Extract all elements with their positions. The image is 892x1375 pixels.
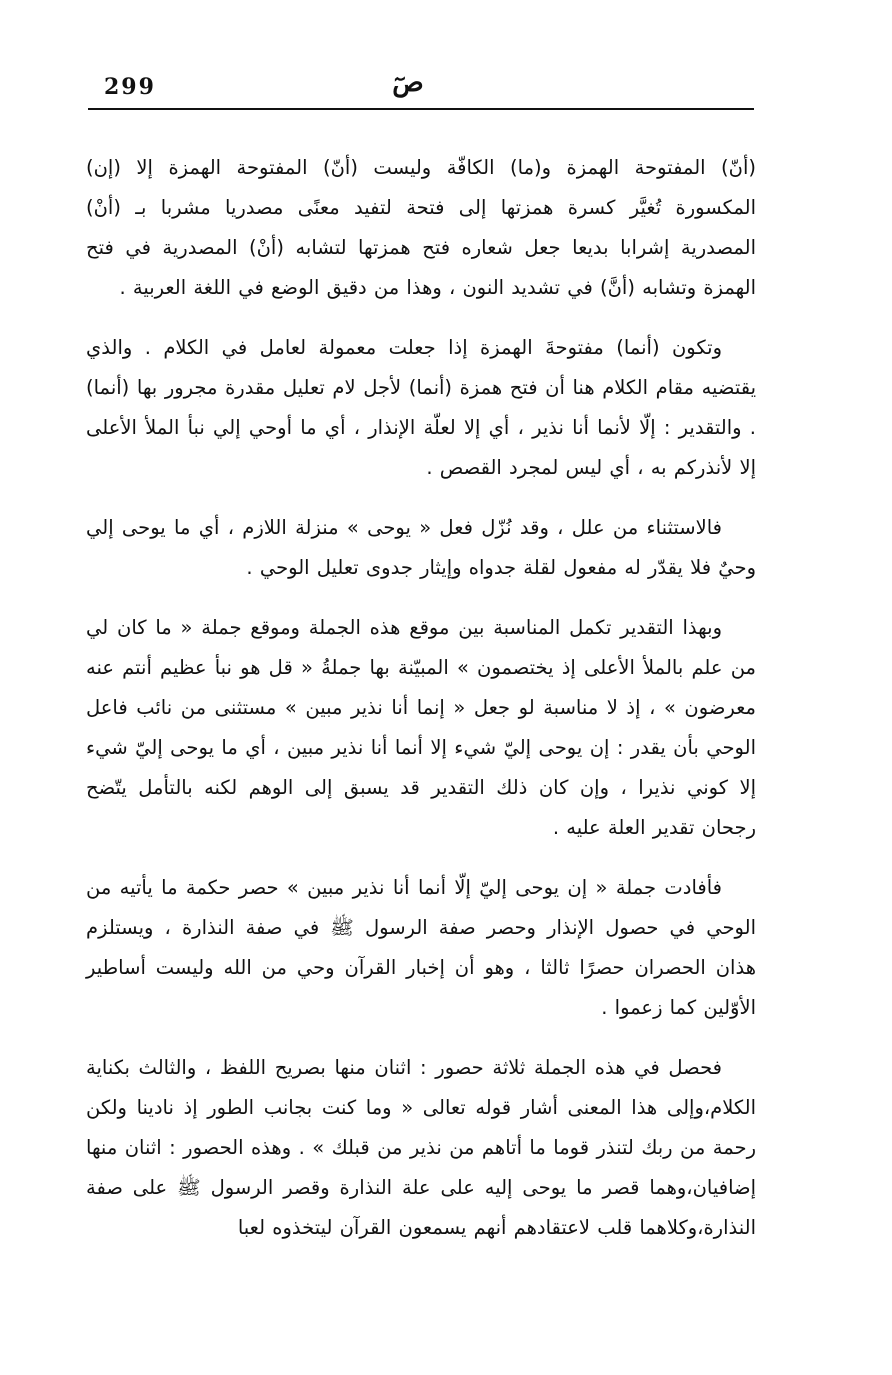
page-number: 299 (104, 74, 156, 100)
paragraph-3: فالاستثناء من علل ، وقد نُزّل فعل « يوحى » منزلة اللازم ، أي ما يوحى إلي وحيٌ فلا يقدّر له مفعول لقلة جدواه وإيثار جدوى تعليل الوحي . (86, 516, 756, 579)
paragraph-4: وبهذا التقدير تكمل المناسبة بين موقع هذه الجملة وموقع جملة « ما كان لي من علم بالملأ الأعلى إذ يختصمون » المبيّنة بها جملةُ « قل هو نبأ عظيم أنتم عنه معرضون » ، إذ لا مناسبة لو جعل « إنما أنا نذير مبين » مستثنى من نائب فاعل الوحي بأن يقدر : إن يوحى إليّ شيء إلا أنما أنا نذير مبين ، أي ما يوحى إليّ شيء إلا كوني نذيرا ، وإن كان ذلك التقدير قد يسبق إلى الوهم لكنه بالتأمل يتّضح رجحان تقدير العلة عليه . (86, 616, 756, 839)
paragraph-2: وتكون (أنما) مفتوحةَ الهمزة إذا جعلت معمولة لعامل في الكلام . والذي يقتضيه مقام الكلام هنا أن فتح همزة (أنما) لأجل لام تعليل مقدرة مجرور بها (أنما) . والتقدير : إلّا لأنما أنا نذير ، أي إلا لعلّة الإنذار ، أي ما أوحي إلي نبأ الملأ الأعلى إلا لأنذركم به ، أي ليس لمجرد القصص . (86, 336, 756, 479)
page-header (88, 60, 754, 110)
page-body (86, 148, 756, 1268)
paragraph-5: فأفادت جملة « إن يوحى إليّ إلّا أنما أنا نذير مبين » حصر حكمة ما يأتيه من الوحي في حصول الإنذار وحصر صفة الرسول ﷺ في صفة النذارة ، ويستلزم هذان الحصران حصرًا ثالثا ، وهو أن إخبار القرآن وحي من الله وليست أساطير الأوّلين كما زعموا . (86, 876, 756, 1019)
paragraph-1: (أنّ) المفتوحة الهمزة و(ما) الكافّة وليست (أنّ) المفتوحة الهمزة إلا (إن) المكسورة تُغيَّر كسرة همزتها إلى فتحة لتفيد معنًى مصدريا مشربا بـ (أنْ) المصدرية إشرابا بديعا جعل شعاره فتح همزتها لتشابه (أنْ) المصدرية في فتح الهمزة وتشابه (أنَّ) في تشديد النون ، وهذا من دقيق الوضع في اللغة العربية . (86, 156, 756, 299)
running-head: صٓ (392, 68, 424, 98)
paragraph-6: فحصل في هذه الجملة ثلاثة حصور : اثنان منها بصريح اللفظ ، والثالث بكناية الكلام،وإلى هذا المعنى أشار قوله تعالى « وما كنت بجانب الطور إذ نادينا ولكن رحمة من ربك لتنذر قوما ما أتاهم من نذير من قبلك » . وهذه الحصور : اثنان منها إضافيان،وهما قصر ما يوحى إليه على علة النذارة وقصر الرسول ﷺ على صفة النذارة،وكلاهما قلب لاعتقادهم أنهم يسمعون القرآن ليتخذوه لعبا (86, 1056, 756, 1239)
header-rule (88, 108, 754, 110)
